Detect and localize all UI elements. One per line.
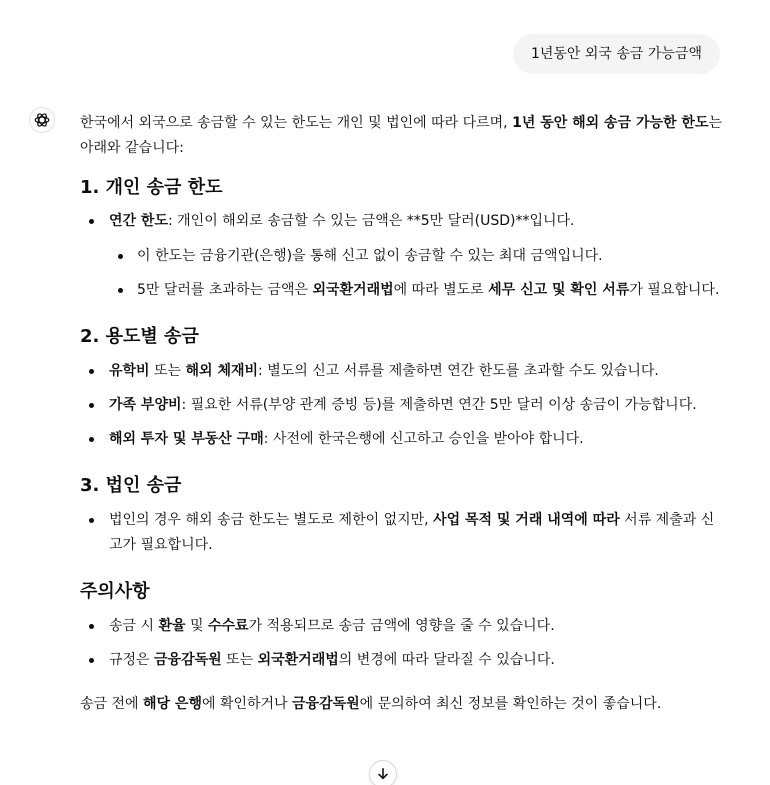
assistant-message [80, 111, 725, 717]
user-message-bubble [513, 34, 720, 74]
list-item: 규정은 금융감독원 또는 외국환거래법의 변경에 따라 달라질 수 있습니다. [80, 648, 725, 673]
list-corporate [80, 508, 725, 558]
arrow-down-icon [376, 767, 390, 781]
section-heading-purpose: 2. 용도별 송금 [80, 326, 199, 347]
list-item: 해외 투자 및 부동산 구매: 사전에 한국은행에 신고하고 승인을 받아야 합니다. [80, 427, 725, 452]
section-heading-notes: 주의사항 [80, 581, 150, 602]
list-item: 5만 달러를 초과하는 금액은 외국환거래법에 따라 별도로 세무 신고 및 확인 서류가 필요합니다. [109, 278, 725, 303]
list-item: 송금 시 환율 및 수수료가 적용되므로 송금 금액에 영향을 줄 수 있습니다. [80, 614, 725, 639]
list-purpose [80, 359, 725, 452]
user-message-text: 1년동안 외국 송금 가능금액 [530, 46, 702, 62]
list-item: 이 한도는 금융기관(은행)을 통해 신고 없이 송금할 수 있는 최대 금액입니다. [109, 244, 725, 269]
closing-paragraph: 송금 전에 해당 은행에 확인하거나 금융감독원에 문의하여 최신 정보를 확인하는 것이 좋습니다. [80, 696, 662, 712]
list-item: 가족 부양비: 필요한 서류(부양 관계 증빙 등)를 제출하면 연간 5만 달러 이상 송금이 가능합니다. [80, 393, 725, 418]
openai-logo-icon [29, 107, 55, 133]
section-heading-personal: 1. 개인 송금 한도 [80, 177, 223, 198]
list-personal [80, 209, 725, 303]
nested-list [109, 244, 725, 303]
scroll-to-bottom-button[interactable] [369, 760, 397, 785]
list-item: 법인의 경우 해외 송금 한도는 별도로 제한이 없지만, 사업 목적 및 거래 내역에 따라 서류 제출과 신고가 필요합니다. [80, 508, 725, 558]
list-item: 유학비 또는 해외 체재비: 별도의 신고 서류를 제출하면 연간 한도를 초과할 수도 있습니다. [80, 359, 725, 384]
list-item: 연간 한도: 개인이 해외로 송금할 수 있는 금액은 **5만 달러(USD)**입니다. 이 한도는 금융기관(은행)을 통해 신고 없이 송금할 수 있는 최대 금액입니다. 5만 달러를 초과하는 금액은 외국환거래법에 따라 별도로 세무 신고 및 확인 서류가 필요합니다. [80, 209, 725, 303]
section-heading-corporate: 3. 법인 송금 [80, 475, 182, 496]
intro-paragraph: 한국에서 외국으로 송금할 수 있는 한도는 개인 및 법인에 따라 다르며, 1년 동안 해외 송금 가능한 한도는 아래와 같습니다: [80, 115, 723, 156]
list-notes [80, 614, 725, 673]
